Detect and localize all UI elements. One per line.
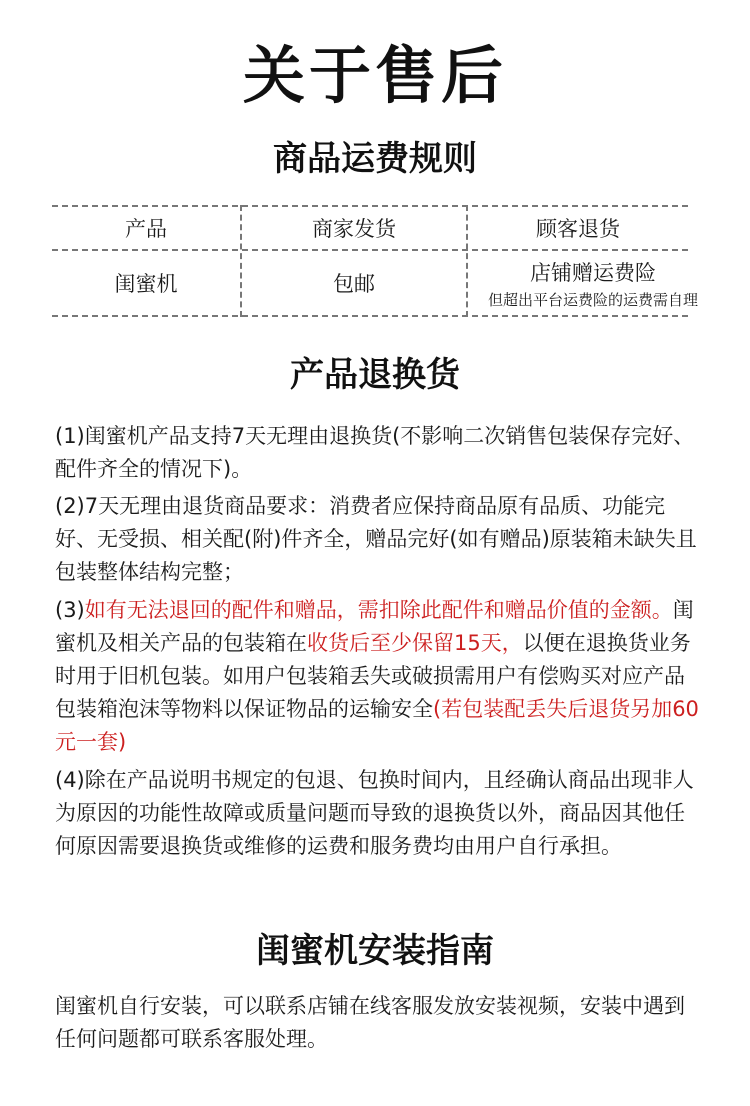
packaging-fee-notice: (若包装配丢失后退货另加60元一套): [55, 697, 699, 754]
packaging-purpose-text: 以便在退换货业务时用于旧机包装。如用户包装箱丢失或破损需用户有偿购买对应产品包装箱泡沫等物料以保证物品的运输安全: [55, 631, 691, 721]
table-cell-customer-return: [468, 251, 718, 315]
table-header-seller-ship: 商家发货: [312, 217, 396, 241]
return-policy-note: 但超出平台运费险的运费需自理: [487, 290, 698, 309]
returns-paragraph-2: (2)7天无理由退货商品要求：消费者应保持商品原有品质、功能完好、无受损、相关配(附)件齐全，赠品完好(如有赠品)原装箱未缺失且包装整体结构完整；: [55, 494, 697, 584]
box-retention-notice: 收货后至少保留15天，: [307, 631, 523, 655]
shipping-table: [52, 205, 698, 317]
returns-paragraph-4: (4)除在产品说明书规定的包退、包换时间内，且经确认商品出现非人为原因的功能性故障或质量问题而导致的退换货以外，商品因其他任何原因需要退换货或维修的运费和服务费均由用户自行承担。: [55, 768, 694, 858]
table-cell-seller-ship: 包邮: [333, 272, 375, 296]
install-guide-heading: 闺蜜机安装指南: [256, 931, 494, 971]
table-header-customer-return: 顾客退货: [536, 217, 620, 241]
table-header-product: 产品: [125, 217, 167, 241]
page-title: 关于售后: [242, 39, 507, 112]
shipping-rules-heading: 商品运费规则: [273, 139, 477, 179]
accessory-deduction-notice: 如有无法退回的配件和赠品，需扣除此配件和赠品价值的金额。: [84, 598, 673, 622]
paragraph-3-number: (3): [55, 598, 85, 622]
table-divider: [52, 315, 688, 317]
install-guide-text: 闺蜜机自行安装，可以联系店铺在线客服发放安装视频，安装中遇到任何问题都可联系客服处理。: [55, 994, 685, 1051]
returns-paragraph-1: (1)闺蜜机产品支持7天无理由退换货(不影响二次销售包装保存完好、配件齐全的情况下)。: [55, 424, 695, 481]
table-cell-product: 闺蜜机: [114, 272, 178, 296]
returns-paragraph-3: [55, 594, 700, 759]
returns-heading: 产品退换货: [290, 355, 460, 395]
return-policy-main: 店铺赠运费险: [530, 260, 656, 285]
packaging-text: 闺蜜机及相关产品的包装箱在: [55, 598, 694, 655]
